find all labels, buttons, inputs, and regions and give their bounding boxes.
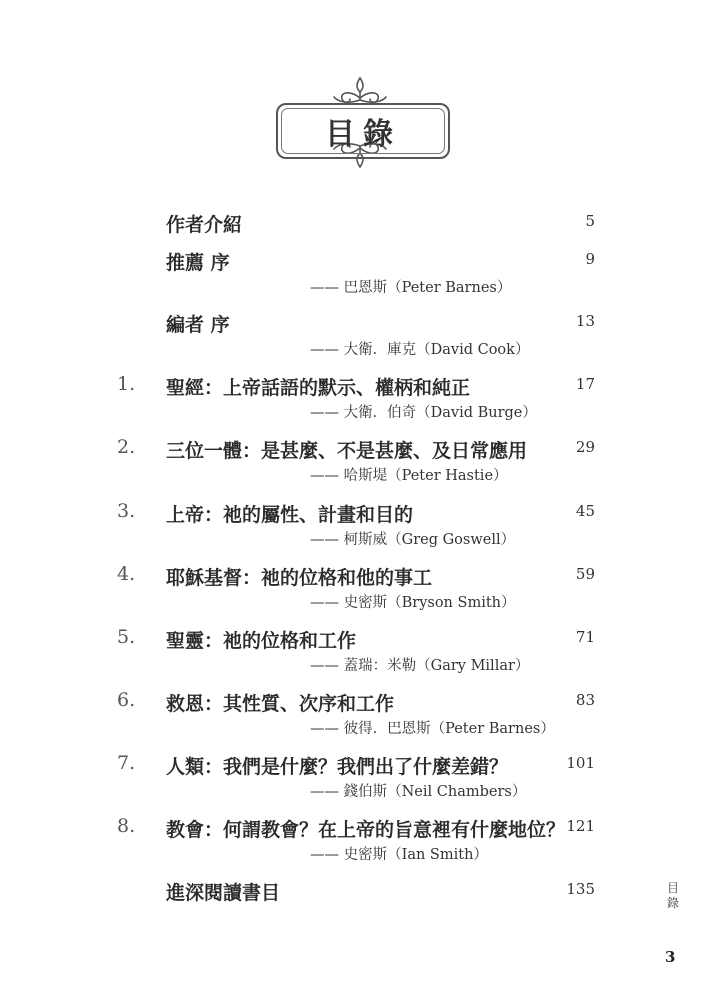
entry-title: 上帝：祂的屬性、計畫和目的 [166, 504, 414, 526]
entry-number: 2. [117, 436, 136, 458]
entry-number: 3. [117, 500, 136, 522]
entry-number: 4. [117, 563, 136, 585]
entry-author: —— 哈斯堤（Peter Hastie） [310, 468, 508, 484]
entry-author: —— 彼得．巴恩斯（Peter Barnes） [310, 721, 555, 737]
entry-title: 進深閱讀書目 [166, 882, 281, 904]
toc-entry[interactable] [0, 210, 714, 240]
entry-author: —— 巴恩斯（Peter Barnes） [310, 280, 512, 296]
entry-page: 83 [575, 691, 595, 709]
toc-entry[interactable] [0, 436, 714, 466]
entry-page: 135 [566, 880, 595, 898]
entry-page: 29 [575, 438, 595, 456]
entry-number: 5. [117, 626, 136, 648]
entry-page: 13 [575, 312, 595, 330]
entry-number: 8. [117, 815, 136, 837]
page-title: 目錄 [325, 117, 401, 152]
toc-entry[interactable] [0, 878, 714, 908]
entry-author: —— 蓋瑞：米勒（Gary Millar） [310, 658, 530, 674]
entry-page: 101 [566, 754, 595, 772]
toc-entry[interactable] [0, 310, 714, 340]
toc-entry[interactable] [0, 626, 714, 656]
entry-page: 121 [566, 817, 595, 835]
entry-title: 聖經：上帝話語的默示、權柄和純正 [166, 377, 471, 399]
entry-author: —— 柯斯威（Greg Goswell） [310, 532, 516, 548]
toc-entry[interactable] [0, 248, 714, 278]
entry-title: 耶穌基督：祂的位格和他的事工 [166, 567, 433, 589]
toc-entry[interactable] [0, 500, 714, 530]
toc-entry[interactable] [0, 815, 714, 845]
entry-author: —— 史密斯（Ian Smith） [310, 847, 488, 863]
entry-title: 作者介紹 [166, 214, 243, 236]
toc-entry[interactable] [0, 563, 714, 593]
side-section-label: 目錄 [666, 881, 679, 910]
entry-page: 59 [575, 565, 595, 583]
page-number: 3 [665, 948, 676, 966]
entry-number: 1. [117, 373, 136, 395]
entry-number: 7. [117, 752, 136, 774]
entry-page: 5 [585, 212, 595, 230]
entry-number: 6. [117, 689, 136, 711]
entry-title: 三位一體：是甚麼、不是甚麼、及日常應用 [166, 440, 528, 462]
entry-title: 推薦 序 [166, 252, 230, 274]
entry-page: 9 [585, 250, 595, 268]
toc-entry[interactable] [0, 689, 714, 719]
toc-entry[interactable] [0, 752, 714, 782]
entry-author: —— 錢伯斯（Neil Chambers） [310, 784, 527, 800]
entry-author: —— 大衛．伯奇（David Burge） [310, 405, 537, 421]
entry-title: 人類：我們是什麼？我們出了什麼差錯？ [166, 756, 509, 778]
entry-title: 聖靈：祂的位格和工作 [166, 630, 357, 652]
entry-page: 17 [575, 375, 595, 393]
entry-page: 45 [575, 502, 595, 520]
entry-page: 71 [575, 628, 595, 646]
entry-author: —— 大衛．庫克（David Cook） [310, 342, 530, 358]
entry-title: 救恩：其性質、次序和工作 [166, 693, 395, 715]
entry-title: 編者 序 [166, 314, 230, 336]
entry-author: —— 史密斯（Bryson Smith） [310, 595, 516, 611]
toc-entry[interactable] [0, 373, 714, 403]
entry-title: 教會：何謂教會？在上帝的旨意裡有什麼地位？ [166, 819, 566, 841]
